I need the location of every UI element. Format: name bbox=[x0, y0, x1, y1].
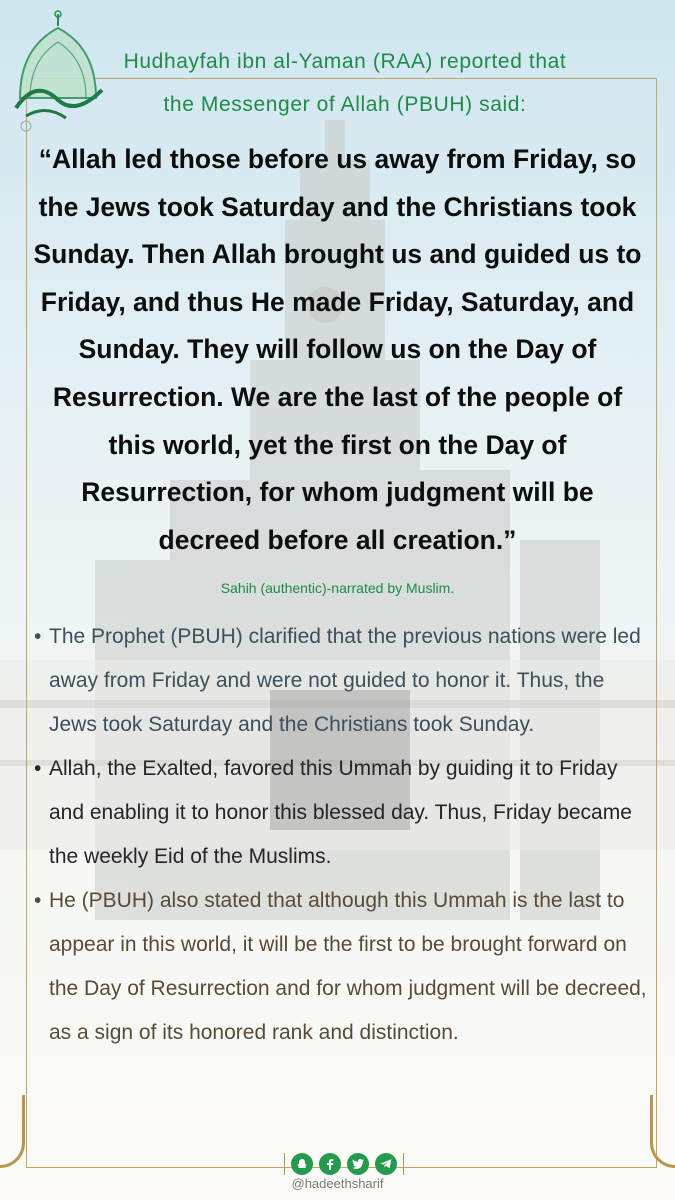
explanation-text: Allah, the Exalted, favored this Ummah by guiding it to Friday and enabling it to honor this blessed day. Thus, Friday became the weekly Eid of the Muslims. bbox=[49, 757, 632, 868]
explanation-point-1 bbox=[30, 615, 652, 747]
footer bbox=[0, 1146, 675, 1196]
bullet-icon: • bbox=[34, 625, 42, 648]
explanation-list bbox=[30, 615, 652, 1055]
facebook-icon[interactable] bbox=[319, 1153, 341, 1175]
bullet-icon: • bbox=[34, 757, 42, 780]
hadith-quote: “Allah led those before us away from Friday, so the Jews took Saturday and the Christians took Sunday. Then Allah brought us and guided us to Friday, and thus He made Friday, Saturday, and Sunday. They will follow us on the Day of Resurrection. We are the last of the people of this world, yet the first on the Day of Resurrection, for whom judgment will be decreed before all creation.” bbox=[33, 144, 642, 555]
explanation-text: He (PBUH) also stated that although this Ummah is the last to appear in this world, it will be the first to be brought forward on the Day of Resurrection and for whom judgment will be decreed, as a sign of its honored rank and distinction. bbox=[49, 889, 647, 1044]
bullet-icon: • bbox=[34, 889, 42, 912]
narrator-line-1: Hudhayfah ibn al-Yaman (RAA) reported that bbox=[123, 50, 567, 73]
divider bbox=[403, 1153, 404, 1175]
hadith-source: Sahih (authentic)-narrated by Muslim. bbox=[220, 580, 455, 596]
explanation-point-2 bbox=[30, 747, 652, 879]
explanation-text: The Prophet (PBUH) clarified that the previous nations were led away from Friday and were not guided to honor it. Thus, the Jews took Saturday and the Christians took Sunday. bbox=[49, 625, 641, 736]
snapchat-icon[interactable] bbox=[291, 1153, 313, 1175]
social-links bbox=[284, 1152, 404, 1176]
divider bbox=[284, 1153, 285, 1175]
telegram-icon[interactable] bbox=[375, 1153, 397, 1175]
narrator-line-2: the Messenger of Allah (PBUH) said: bbox=[163, 93, 527, 116]
hadeeth-logo bbox=[6, 8, 110, 132]
twitter-icon[interactable] bbox=[347, 1153, 369, 1175]
explanation-point-3 bbox=[30, 879, 652, 1055]
social-handle[interactable]: @hadeethsharif bbox=[291, 1176, 384, 1191]
